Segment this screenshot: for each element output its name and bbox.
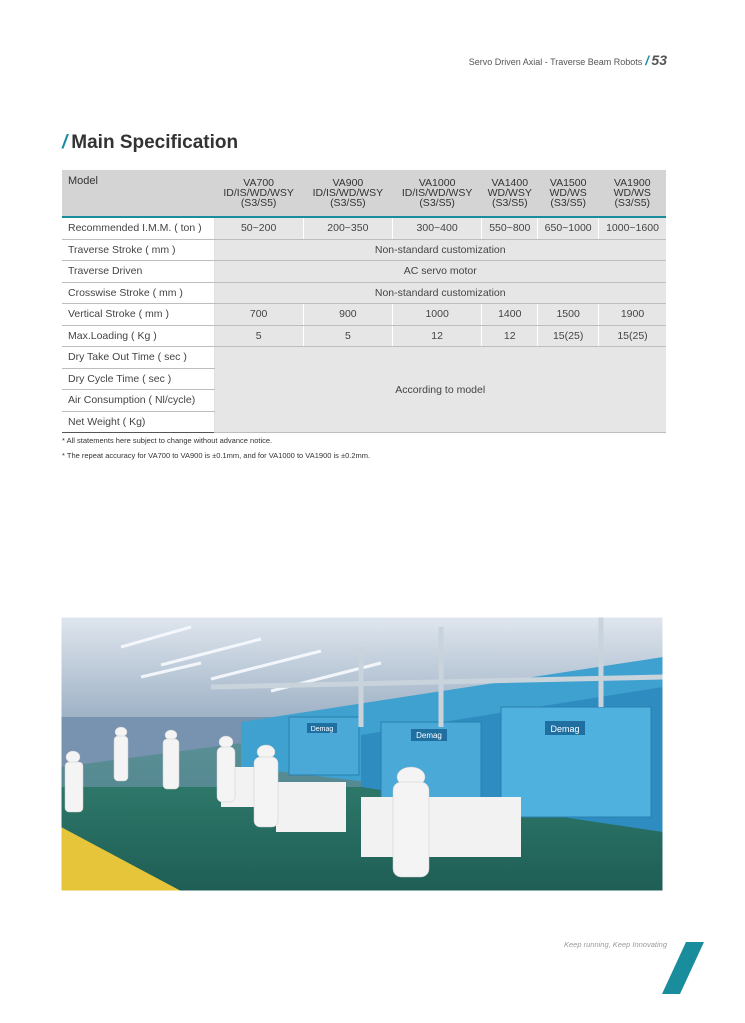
model-variant: ID/IS/WD/WSY [401, 187, 473, 199]
model-series: (S3/S5) [491, 197, 528, 209]
cell: 5 [303, 325, 392, 347]
table-row [62, 217, 666, 239]
merged-cell: AC servo motor [214, 261, 666, 283]
row-label: Net Weight ( Kg) [62, 411, 214, 433]
cell: 15(25) [538, 325, 599, 347]
cell: 900 [303, 304, 392, 326]
table-row [62, 239, 666, 261]
cell: 300~400 [393, 217, 482, 239]
model-variant: WD/WS [613, 187, 651, 199]
cell: 5 [214, 325, 303, 347]
cell: 50~200 [214, 217, 303, 239]
row-label: Traverse Stroke ( mm ) [62, 239, 214, 261]
model-name: VA1400 [491, 177, 529, 189]
title-slash: / [62, 132, 68, 153]
header-slash: / [645, 53, 649, 68]
cell: 200~350 [303, 217, 392, 239]
cell: 12 [482, 325, 538, 347]
page-header [469, 52, 667, 68]
row-label: Max.Loading ( Kg ) [62, 325, 214, 347]
factory-illustration [61, 617, 663, 891]
row-label: Traverse Driven [62, 261, 214, 283]
demag-text: Demag [310, 726, 334, 733]
row-label: Crosswise Stroke ( mm ) [62, 282, 214, 304]
cell: 700 [214, 304, 303, 326]
model-label: Model [62, 170, 214, 217]
footnotes [62, 433, 370, 463]
model-series: (S3/S5) [240, 197, 277, 209]
header-text: Servo Driven Axial - Traverse Beam Robots [468, 57, 643, 67]
model-series: (S3/S5) [614, 197, 651, 209]
model-header [599, 170, 667, 217]
row-label: Vertical Stroke ( mm ) [62, 304, 214, 326]
model-name: VA1500 [549, 177, 587, 189]
demag-text: Demag [550, 724, 580, 734]
model-variant: WD/WS [549, 187, 587, 199]
model-header [393, 170, 482, 217]
cell: 1900 [599, 304, 667, 326]
cell: 1000~1600 [599, 217, 667, 239]
model-series: (S3/S5) [550, 197, 586, 209]
cell: 15(25) [599, 325, 667, 347]
footnote: * The repeat accuracy for VA700 to VA900 is ±0.1mm, and for VA1000 to VA1900 is ±0.2mm. [62, 451, 371, 460]
merged-cell: According to model [214, 347, 666, 433]
cell: 1400 [482, 304, 538, 326]
model-header [303, 170, 392, 217]
table-header-row [62, 170, 666, 217]
slash-logo-icon [662, 942, 704, 994]
model-header [214, 170, 303, 217]
title-text: Main Specification [71, 132, 239, 153]
model-variant: WD/WSY [487, 187, 532, 199]
model-variant: ID/IS/WD/WSY [223, 187, 294, 199]
factory-photo [61, 617, 663, 891]
model-variant: ID/IS/WD/WSY [312, 187, 384, 199]
model-name: VA900 [332, 177, 364, 189]
table-row [62, 261, 666, 283]
row-label: Recommended I.M.M. ( ton ) [62, 217, 214, 239]
demag-text: Demag [416, 731, 442, 740]
table-row [62, 304, 666, 326]
row-label: Air Consumption ( Nl/cycle) [62, 390, 214, 412]
footnote: * All statements here subject to change without advance notice. [62, 436, 273, 445]
model-series: (S3/S5) [419, 197, 455, 209]
row-label: Dry Cycle Time ( sec ) [62, 368, 214, 390]
model-name: VA700 [243, 177, 274, 189]
page-number: 53 [651, 52, 667, 68]
spec-table [62, 170, 666, 433]
table-row [62, 282, 666, 304]
model-series: (S3/S5) [330, 197, 366, 209]
model-name: VA1000 [418, 177, 456, 189]
footer-tagline: Keep running, Keep Innovating [564, 940, 667, 949]
table-row [62, 347, 666, 369]
cell: 550~800 [482, 217, 538, 239]
merged-cell: Non-standard customization [214, 282, 666, 304]
cell: 650~1000 [538, 217, 599, 239]
cell: 12 [393, 325, 482, 347]
merged-cell: Non-standard customization [214, 239, 666, 261]
cell: 1000 [393, 304, 482, 326]
section-title [62, 132, 238, 154]
cell: 1500 [538, 304, 599, 326]
row-label: Dry Take Out Time ( sec ) [62, 347, 214, 369]
model-header [538, 170, 599, 217]
model-header [482, 170, 538, 217]
table-row [62, 325, 666, 347]
model-name: VA1900 [613, 177, 651, 189]
